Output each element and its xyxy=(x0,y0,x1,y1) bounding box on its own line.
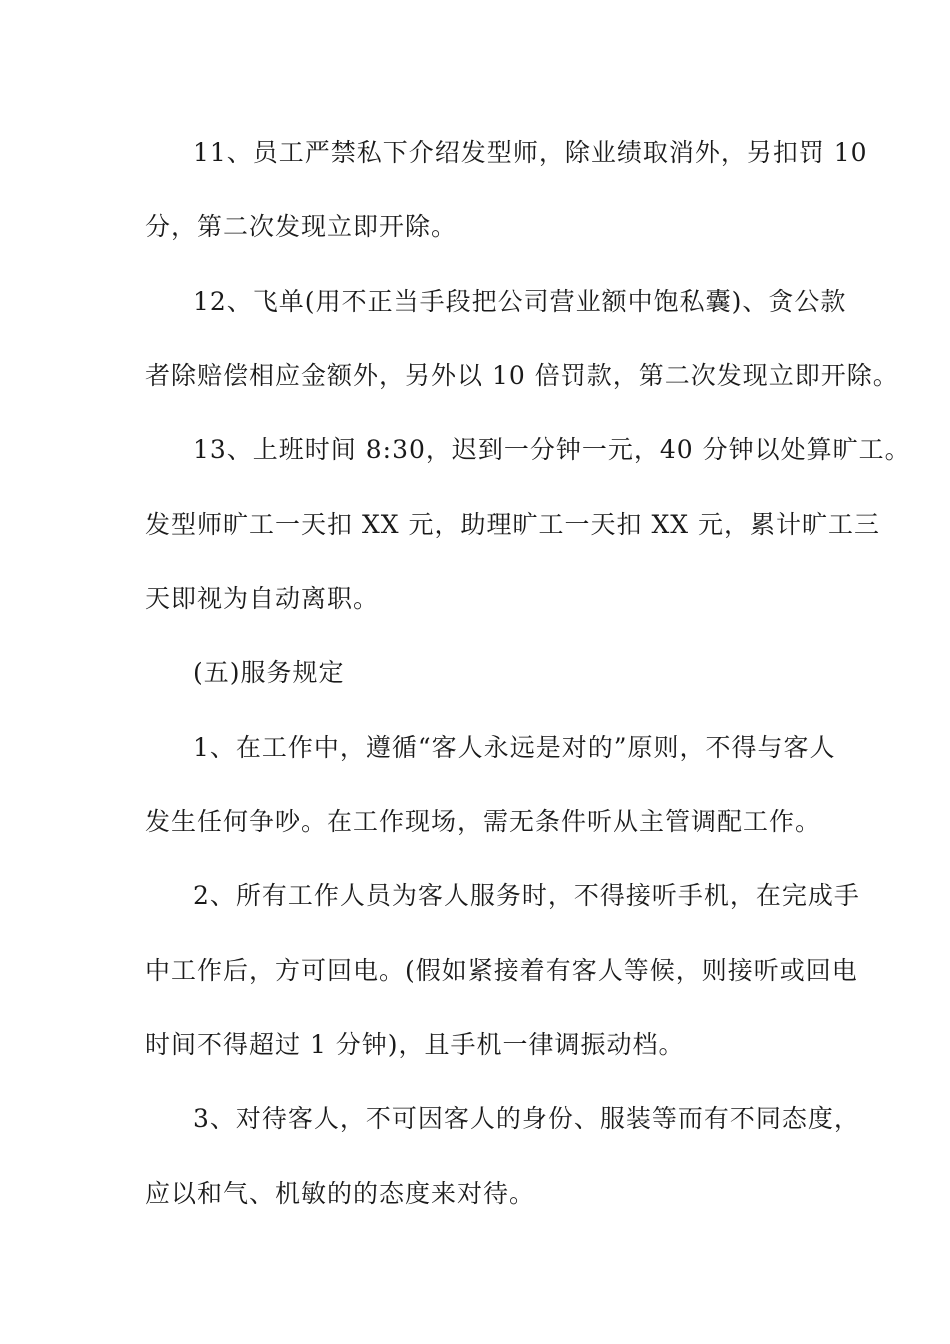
paragraph-line-12b: 者除赔偿相应金额外，另外以 10 倍罚款，第二次发现立即开除。 xyxy=(145,361,899,390)
paragraph-line-2b: 中工作后，方可回电。(假如紧接着有客人等候，则接听或回电 xyxy=(145,956,858,985)
paragraph-line-1b: 发生任何争吵。在工作现场，需无条件听从主管调配工作。 xyxy=(145,807,822,836)
paragraph-line-11b: 分，第二次发现立即开除。 xyxy=(145,212,458,241)
paragraph-line-2c: 时间不得超过 1 分钟)，且手机一律调振动档。 xyxy=(145,1030,685,1059)
paragraph-line-2a: 2、所有工作人员为客人服务时，不得接听手机，在完成手 xyxy=(193,881,860,910)
paragraph-line-12a: 12、飞单(用不正当手段把公司营业额中饱私囊)、贪公款 xyxy=(193,287,847,316)
paragraph-line-11a: 11、员工严禁私下介绍发型师，除业绩取消外，另扣罚 10 xyxy=(193,138,868,167)
paragraph-line-13c: 天即视为自动离职。 xyxy=(145,584,380,613)
section-heading: (五)服务规定 xyxy=(193,658,345,687)
paragraph-line-3a: 3、对待客人，不可因客人的身份、服装等而有不同态度， xyxy=(193,1104,860,1133)
paragraph-line-13a: 13、上班时间 8:30，迟到一分钟一元，40 分钟以处算旷工。 xyxy=(193,435,911,464)
paragraph-line-13b: 发型师旷工一天扣 XX 元，助理旷工一天扣 XX 元，累计旷工三 xyxy=(145,510,880,539)
paragraph-line-3b: 应以和气、机敏的的态度来对待。 xyxy=(145,1179,536,1208)
paragraph-line-1a: 1、在工作中，遵循“客人永远是对的”原则，不得与客人 xyxy=(193,733,836,762)
